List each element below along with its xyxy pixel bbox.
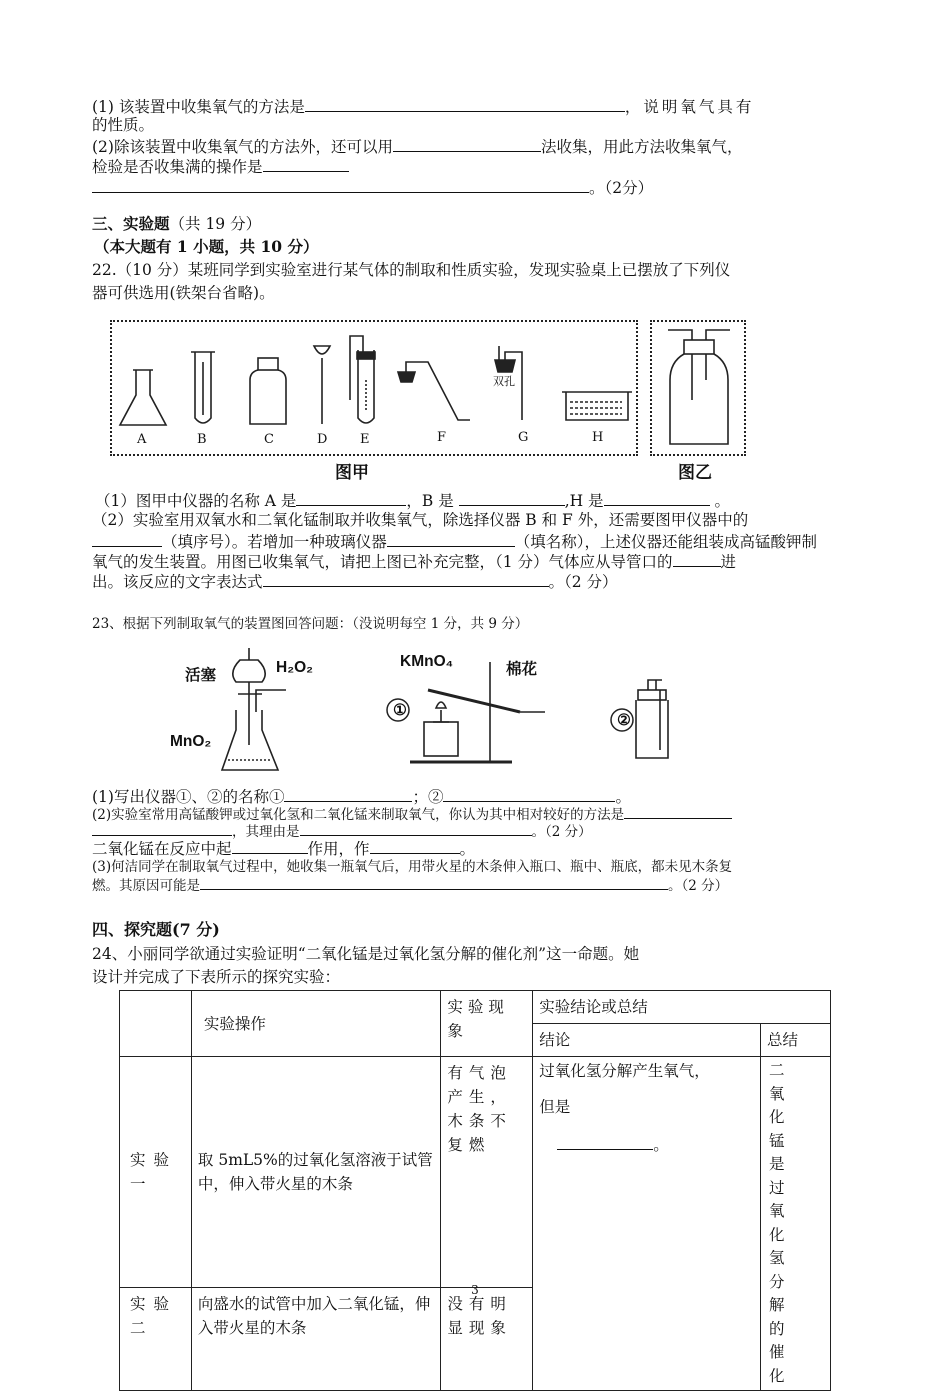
conclusion-line-2: 但是 [539, 1098, 571, 1116]
summary-cell: 二氧化锰是过氧化氢分解的催化 [761, 1057, 831, 1391]
section-3-title: 三、实验题（共 19 分） [92, 214, 262, 233]
q22-part2-l4: 出。该反应的文字表达式 。（2 分） [92, 570, 618, 592]
q24-stem-1: 24、小丽同学欲通过实验证明“二氧化锰是过氧化氢分解的催化剂”这一命题。她 [92, 945, 640, 963]
q22-stem-2: 器可供选用(铁架台省略)。 [92, 284, 275, 302]
blank[interactable] [232, 837, 308, 854]
blank[interactable] [200, 875, 668, 890]
q22-part2-l1: （2）实验室用双氧水和二氧化锰制取并收集氧气，除选择仪器 B 和 F 外，还需要图甲仪器中的 [92, 511, 749, 529]
page-number: 3 [471, 1283, 479, 1297]
q21-line4: 检验是否收集满的操作是 [92, 155, 349, 177]
q21-line3: (2)除该装置中收集氧气的方法外，还可以用 法收集，用此方法收集氧气， [92, 135, 742, 157]
header-conclusion: 实验结论或总结 [533, 991, 831, 1024]
label-huosai: 活塞 [185, 667, 217, 684]
q22-part1: （1）图甲中仪器的名称 A 是 ，B 是 ,H 是 。 [95, 489, 730, 511]
label-f: F [437, 430, 447, 445]
label-g: G [518, 430, 529, 445]
section-3-note: （本大题有 1 小题，共 10 分） [94, 237, 319, 256]
label-a: A [137, 432, 147, 447]
q23-part2-l3: 二氧化锰在反应中起 作用，作 。 [92, 837, 475, 859]
label-d: D [317, 432, 328, 447]
q23-part1: (1)写出仪器①、②的名称① ；② 。 [92, 785, 631, 807]
q23-part2-l1: (2)实验室常用高锰酸钾或过氧化氢和二氧化锰来制取氧气，你认为其中相对较好的方法是 [92, 804, 732, 825]
header-operation: 实验操作 [191, 991, 441, 1057]
q21-line5: 。（2分） [92, 176, 653, 198]
row-1-phenomenon: 有气泡产生，木条不复燃 [441, 1057, 533, 1288]
row-1-name: 实验一 [120, 1057, 192, 1288]
label-mno2: MnO₂ [170, 733, 212, 750]
header-jielun: 结论 [533, 1024, 761, 1057]
blank[interactable] [624, 804, 732, 819]
q22-stem-1: 22.（10 分）某班同学到实验室进行某气体的制取和性质实验，发现实验桌上已摆放了下列仪 [92, 261, 731, 279]
q21-line1: (1) 该装置中收集氧气的方法是 ，说明氧气具有 [92, 95, 754, 117]
collection-bottle-icon [636, 680, 668, 758]
row-2-phenomenon: 没有明显现象 [441, 1287, 533, 1390]
conclusion-line-1: 过氧化氢分解产生氧气， [539, 1062, 710, 1080]
header-phenomenon: 实验现象 [441, 991, 533, 1057]
blank[interactable] [92, 821, 232, 836]
q23-part3-l1: (3)何洁同学在制取氧气过程中，她收集一瓶氧气后，用带火星的木条伸入瓶口、瓶中、瓶底，都未见木条复 [92, 859, 733, 875]
q22-part2-l3: 氧气的发生装置。用图已收集氧气，请把上图已补充完整，（1 分）气体应从导管口的 进 [92, 550, 736, 572]
blank[interactable] [300, 821, 532, 836]
experiment-table [119, 990, 831, 1391]
figure-jia-caption: 图甲 [335, 463, 369, 483]
q23-part3-l2: 燃。其原因可能是 。（2 分） [92, 875, 728, 896]
label-h2o2: H₂O₂ [276, 659, 314, 676]
header-zongjie: 总结 [761, 1024, 831, 1057]
section-4-title: 四、探究题(7 分) [92, 920, 220, 939]
blank[interactable] [284, 785, 412, 802]
label-h: H [592, 430, 604, 445]
conclusion-line-3: 。 [539, 1133, 754, 1157]
conclusion-cell [533, 1057, 761, 1391]
row-2-operation: 向盛水的试管中加入二氧化锰，伸入带火星的木条 [191, 1287, 441, 1390]
label-b: B [197, 432, 207, 447]
figure-yi-caption: 图乙 [678, 463, 712, 483]
label-circle-1: ① [393, 700, 407, 719]
label-kmno4: KMnO₄ [400, 653, 454, 670]
row-1-operation: 取 5mL5%的过氧化氢溶液于试管中，伸入带火星的木条 [191, 1057, 441, 1288]
q24-stem-2: 设计并完成了下表所示的探究实验： [92, 968, 341, 986]
label-c: C [264, 432, 274, 447]
row-2-name: 实验二 [120, 1287, 192, 1390]
q21-line2: 的性质。 [92, 116, 155, 134]
label-circle-2: ② [617, 710, 631, 729]
q23-stem: 23、根据下列制取氧气的装置图回答问题：（没说明每空 1 分，共 9 分） [92, 616, 529, 632]
blank[interactable] [370, 837, 460, 854]
q23-part2-l2: ，其理由是 。（2 分） [92, 821, 592, 842]
label-e: E [360, 432, 370, 447]
label-shuangkong: 双孔 [493, 375, 515, 388]
blank[interactable] [443, 785, 615, 802]
label-mianhua: 棉花 [506, 661, 538, 678]
blank[interactable] [557, 1133, 653, 1150]
q22-part2-l2: （填序号）。若增加一种玻璃仪器 （填名称），上述仪器还能组装成高锰酸钾制 [92, 530, 817, 552]
